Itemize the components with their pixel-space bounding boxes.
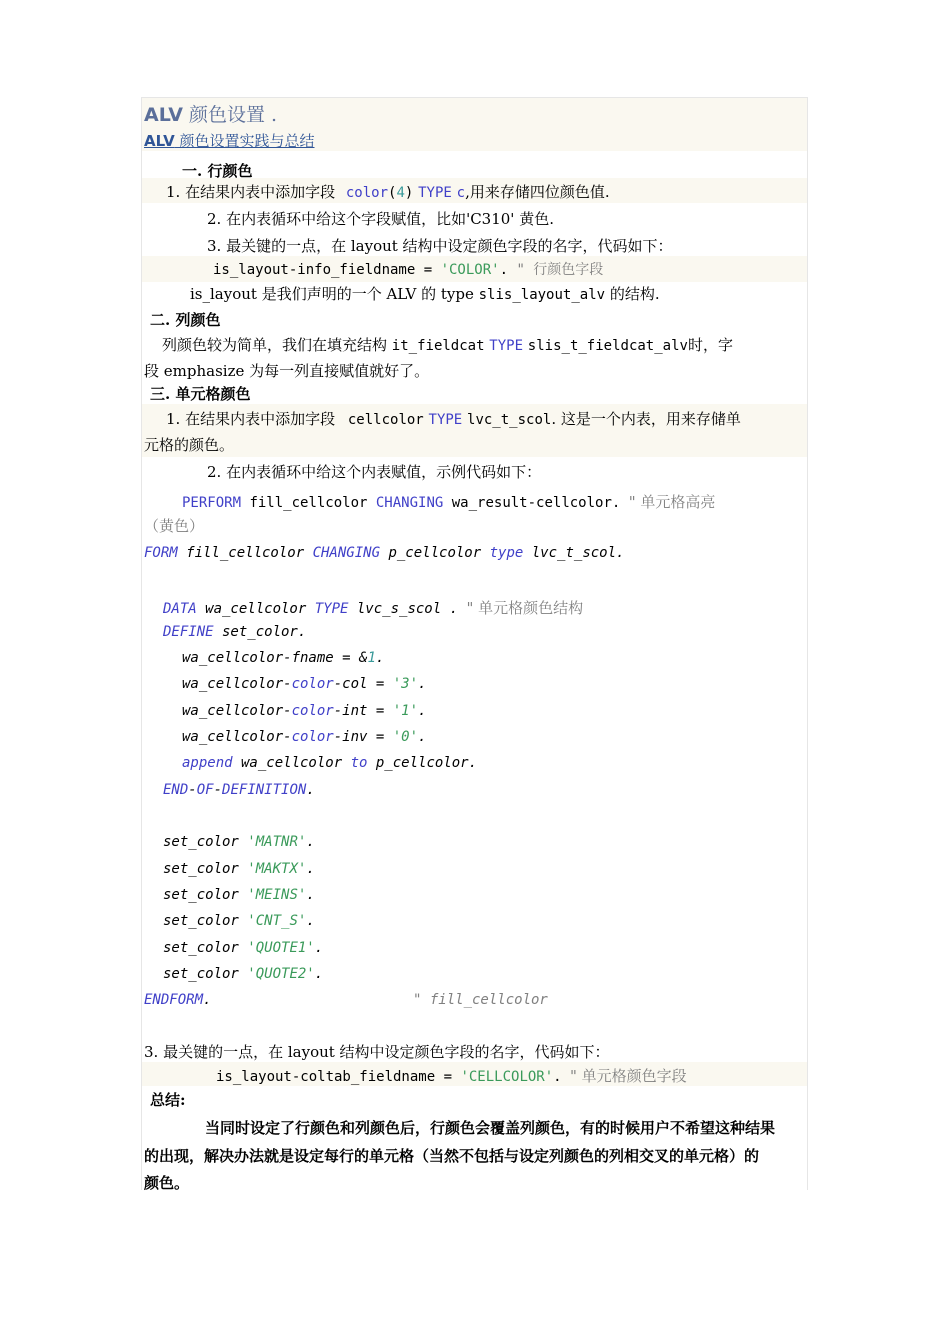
cell-step-1-cont: 元格的颜色。: [144, 436, 235, 454]
code-data-line: DATA wa_cellcolor TYPE lvc_s_scol . " 单元格颜色结构: [163, 599, 584, 617]
code-int-line: wa_cellcolor-color-int = '1'.: [182, 703, 427, 719]
summary-line-3: 颜色。: [144, 1174, 190, 1192]
row-step-3: 3. 最关键的一点，在 layout 结构中设定颜色字段的名字，代码如下：: [207, 237, 673, 255]
code-endform-line: ENDFORM.: [144, 992, 212, 1008]
code-set-color-line: set_color 'MAKTX'.: [163, 861, 315, 877]
page-title: ALV 颜色设置 .: [144, 104, 278, 126]
code-perform-line: PERFORM fill_cellcolor CHANGING wa_result-cellcolor. " 单元格高亮: [182, 493, 716, 511]
code-set-color-line: set_color 'MATNR'.: [163, 834, 315, 850]
col-color-heading: 二. 列颜色: [150, 311, 221, 329]
code-set-color-line: set_color 'QUOTE1'.: [163, 940, 324, 956]
summary-line-2: 的出现，解决办法就是设定每行的单元格（当然不包括与设定列颜色的列相交叉的单元格）的: [144, 1147, 760, 1165]
cell-code-line: is_layout-coltab_fieldname = 'CELLCOLOR'. " 单元格颜色字段: [216, 1067, 687, 1085]
row-code-line: is_layout-info_fieldname = 'COLOR'. " 行颜色字段: [213, 262, 604, 278]
cell-step-3: 3. 最关键的一点，在 layout 结构中设定颜色字段的名字，代码如下：: [144, 1043, 610, 1061]
cell-step-1: 1. 在结果内表中添加字段 cellcolor TYPE lvc_t_scol. 这是一个内表，用来存储单: [166, 410, 741, 428]
code-define-line: DEFINE set_color.: [163, 624, 307, 640]
code-append-line: append wa_cellcolor to p_cellcolor.: [182, 755, 478, 771]
code-fname-line: wa_cellcolor-fname = &1.: [182, 650, 385, 666]
summary-heading: 总结:: [150, 1091, 186, 1109]
code-set-color-line: set_color 'CNT_S'.: [163, 913, 315, 929]
title-link[interactable]: ALV 颜色设置实践与总结: [144, 132, 315, 150]
code-inv-line: wa_cellcolor-color-inv = '0'.: [182, 729, 427, 745]
code-col-line: wa_cellcolor-color-col = '3'.: [182, 676, 427, 692]
row-step-1: 1. 在结果内表中添加字段 color(4) TYPE c,用来存储四位颜色值.: [166, 183, 610, 201]
cell-color-heading: 三. 单元格颜色: [150, 385, 251, 403]
code-end-definition-line: END-OF-DEFINITION.: [163, 782, 315, 798]
col-para-2: 段 emphasize 为每一列直接赋值就好了。: [144, 362, 430, 380]
col-para-1: 列颜色较为简单，我们在填充结构 it_fieldcat TYPE slis_t_fieldcat_alv时，字: [162, 336, 733, 354]
summary-line-1: 当同时设定了行颜色和列颜色后，行颜色会覆盖列颜色，有的时候用户不希望这种结果: [205, 1119, 776, 1137]
row-note: is_layout 是我们声明的一个 ALV 的 type slis_layout_alv 的结构.: [190, 285, 660, 303]
code-set-color-line: set_color 'QUOTE2'.: [163, 966, 324, 982]
code-set-color-line: set_color 'MEINS'.: [163, 887, 315, 903]
cell-step-2: 2. 在内表循环中给这个内表赋值，示例代码如下：: [207, 463, 542, 481]
code-perform-comment-cont: （黄色）: [144, 517, 205, 535]
code-form-line: FORM fill_cellcolor CHANGING p_cellcolor type lvc_t_scol.: [144, 545, 625, 561]
row-color-heading: 一. 行颜色: [182, 162, 253, 180]
row-step-2: 2. 在内表循环中给这个字段赋值，比如'C310' 黄色.: [207, 210, 554, 228]
code-endform-comment: " fill_cellcolor: [413, 992, 548, 1008]
